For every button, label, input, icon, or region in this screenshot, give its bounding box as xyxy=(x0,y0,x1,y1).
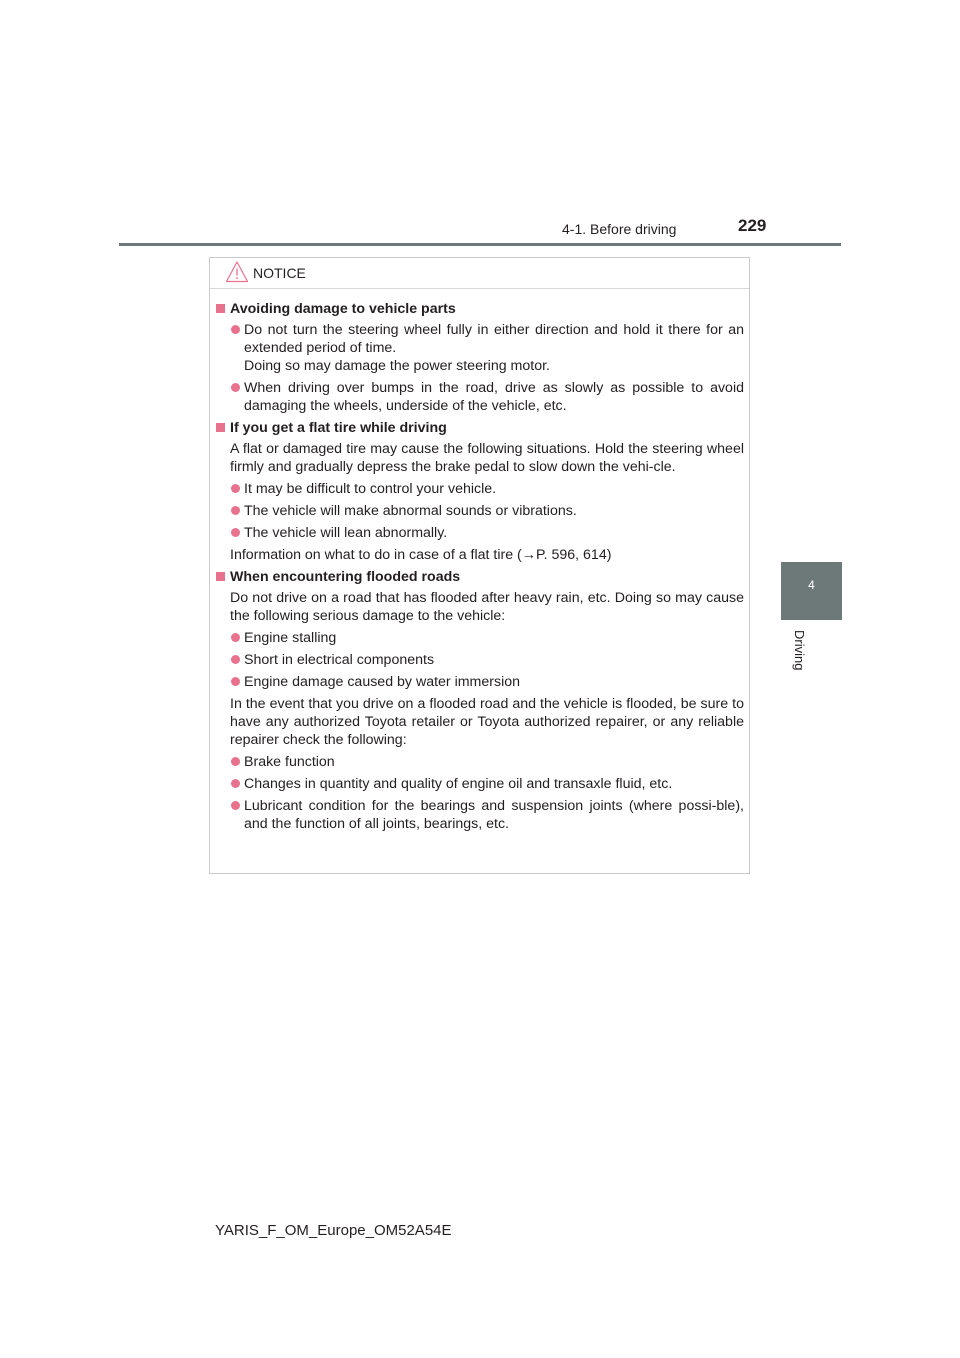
heading-vehicle-parts: Avoiding damage to vehicle parts xyxy=(216,300,744,318)
list-item: It may be difficult to control your vehicle. xyxy=(216,480,744,498)
notice-header xyxy=(210,258,749,289)
notice-content xyxy=(216,300,744,837)
paragraph: Do not drive on a road that has flooded after heavy rain, etc. Doing so may cause the following serious damage to the vehicle: xyxy=(230,590,744,624)
round-bullet-icon xyxy=(231,383,240,392)
round-bullet-icon xyxy=(231,757,240,766)
paragraph: In the event that you drive on a flooded road and the vehicle is flooded, be sure to have any authorized Toyota retailer or Toyota authorized repairer, or any reliable repairer check the following: xyxy=(230,696,744,748)
round-bullet-icon xyxy=(231,325,240,334)
list-item: Brake function xyxy=(216,753,744,771)
round-bullet-icon xyxy=(231,528,240,537)
chapter-tab[interactable] xyxy=(781,562,842,620)
list-item: Engine stalling xyxy=(216,629,744,647)
round-bullet-icon xyxy=(231,633,240,642)
list-item: Do not turn the steering wheel fully in either direction and hold it there for an extended period of time. Doing so may damage the power steering motor. xyxy=(216,321,744,375)
round-bullet-icon xyxy=(231,677,240,686)
page-reference[interactable]: Information on what to do in case of a flat tire (→P. 596, 614) xyxy=(230,547,612,563)
square-bullet-icon xyxy=(216,423,225,432)
round-bullet-icon xyxy=(231,779,240,788)
section-title: 4-1. Before driving xyxy=(562,221,677,237)
round-bullet-icon xyxy=(231,801,240,810)
chapter-label: Driving xyxy=(792,630,807,671)
chapter-number: 4 xyxy=(808,578,815,592)
round-bullet-icon xyxy=(231,506,240,515)
list-item: When driving over bumps in the road, drive as slowly as possible to avoid damaging the wheels, underside of the vehicle, etc. xyxy=(216,379,744,415)
list-item: The vehicle will lean abnormally. xyxy=(216,524,744,542)
header-rule xyxy=(119,243,841,246)
square-bullet-icon xyxy=(216,304,225,313)
notice-label: NOTICE xyxy=(253,265,306,281)
list-item: Lubricant condition for the bearings and suspension joints (where possi-ble), and the function of all joints, bearings, etc. xyxy=(216,797,744,833)
warning-triangle-icon xyxy=(225,260,249,284)
page-number: 229 xyxy=(738,216,767,235)
notice-box xyxy=(209,257,750,874)
list-item: The vehicle will make abnormal sounds or vibrations. xyxy=(216,502,744,520)
square-bullet-icon xyxy=(216,572,225,581)
heading-flat-tire: If you get a flat tire while driving xyxy=(216,419,744,437)
heading-flooded-roads: When encountering flooded roads xyxy=(216,568,744,586)
round-bullet-icon xyxy=(231,655,240,664)
list-item: Engine damage caused by water immersion xyxy=(216,673,744,691)
paragraph: A flat or damaged tire may cause the following situations. Hold the steering wheel firmly and gradually depress the brake pedal to slow down the vehi-cle. xyxy=(230,441,744,475)
list-item: Short in electrical components xyxy=(216,651,744,669)
list-item: Changes in quantity and quality of engine oil and transaxle fluid, etc. xyxy=(216,775,744,793)
document-id: YARIS_F_OM_Europe_OM52A54E xyxy=(215,1222,452,1239)
round-bullet-icon xyxy=(231,484,240,493)
